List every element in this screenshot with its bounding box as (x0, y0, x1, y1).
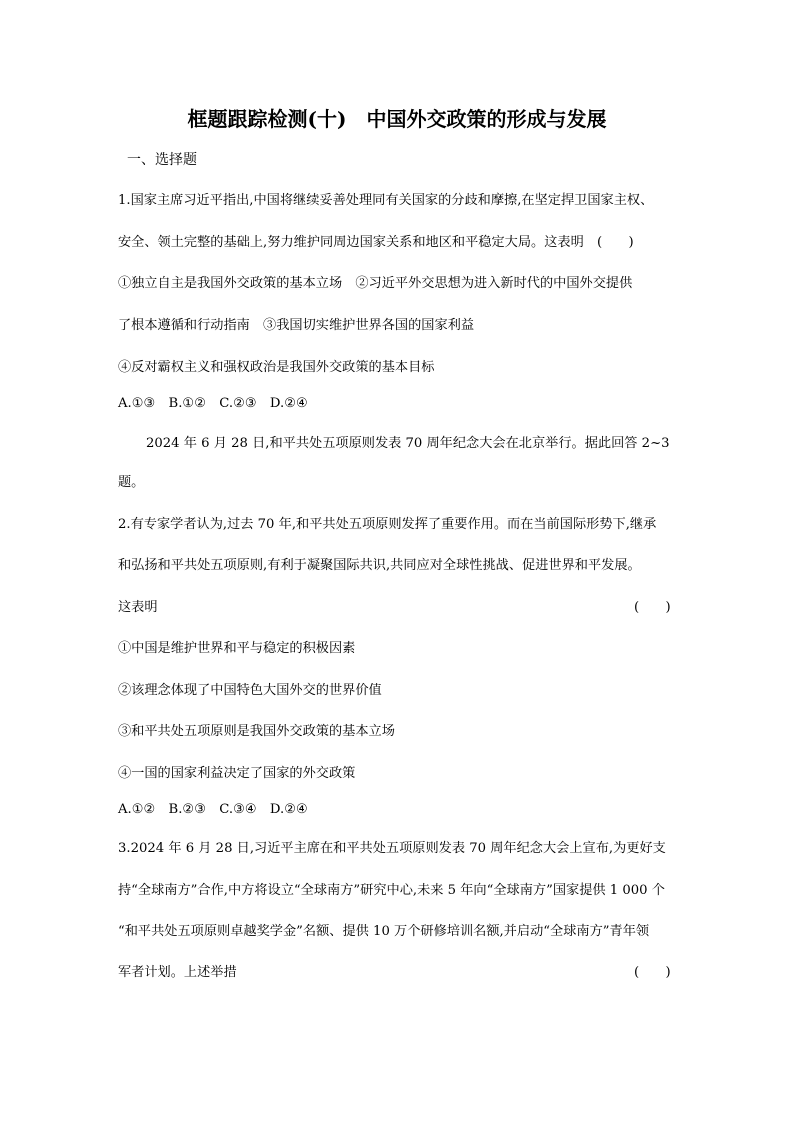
intro-line-1: 2024 年 6 月 28 日,和平共处五项原则发表 70 周年纪念大会在北京举行。据此回答 2~3 (146, 436, 670, 451)
q2-option-4: ④一国的国家利益决定了国家的外交政策 (118, 766, 356, 781)
q1-option-line-2: 了根本遵循和行动指南 ③我国切实维护世界各国的国家利益 (118, 318, 475, 333)
q1-option-line-1: ①独立自主是我国外交政策的基本立场 ②习近平外交思想为进入新时代的中国外交提供 (118, 276, 633, 291)
page-title: 框题跟踪检测(十) 中国外交政策的形成与发展 (187, 107, 607, 131)
section-heading: 一、选择题 (127, 152, 197, 168)
q1-option-line-3: ④反对霸权主义和强权政治是我国外交政策的基本目标 (118, 360, 435, 375)
intro-line-2: 题。 (118, 475, 145, 490)
q2-stem-line-3: 这表明 (118, 600, 158, 615)
q3-stem-line-2: 持“全球南方”合作,中方将设立“全球南方”研究中心,未来 5 年向“全球南方”国家提供 1 000 个 (118, 883, 665, 898)
q2-option-2: ②该理念体现了中国特色大国外交的世界价值 (118, 683, 382, 698)
q1-answer-choices: A.①③ B.①② C.②③ D.②④ (118, 396, 308, 411)
q2-option-1: ①中国是维护世界和平与稳定的积极因素 (118, 641, 356, 656)
q2-answer-choices: A.①② B.②③ C.③④ D.②④ (118, 802, 308, 817)
q2-answer-blank: ( ) (634, 600, 671, 615)
q2-stem-line-2: 和弘扬和平共处五项原则,有利于凝聚国际共识,共同应对全球性挑战、促进世界和平发展。 (118, 558, 641, 573)
q3-stem-line-3: “和平共处五项原则卓越奖学金”名额、提供 10 万个研修培训名额,并启动“全球南方”青年领 (118, 924, 650, 939)
q3-stem-line-1: 3.2024 年 6 月 28 日,习近平主席在和平共处五项原则发表 70 周年纪念大会上宣布,为更好支 (118, 841, 666, 856)
q3-stem-line-4: 军者计划。上述举措 (118, 965, 237, 980)
q3-answer-blank: ( ) (634, 965, 671, 980)
q2-stem-line-1: 2.有专家学者认为,过去 70 年,和平共处五项原则发挥了重要作用。而在当前国际形势下,继承 (118, 517, 657, 532)
q2-option-3: ③和平共处五项原则是我国外交政策的基本立场 (118, 724, 395, 739)
q1-stem-line-2: 安全、领土完整的基础上,努力维护同周边国家关系和地区和平稳定大局。这表明 ( ) (118, 235, 634, 250)
q1-stem-line-1: 1.国家主席习近平指出,中国将继续妥善处理同有关国家的分歧和摩擦,在坚定捍卫国家主权、 (118, 193, 654, 208)
